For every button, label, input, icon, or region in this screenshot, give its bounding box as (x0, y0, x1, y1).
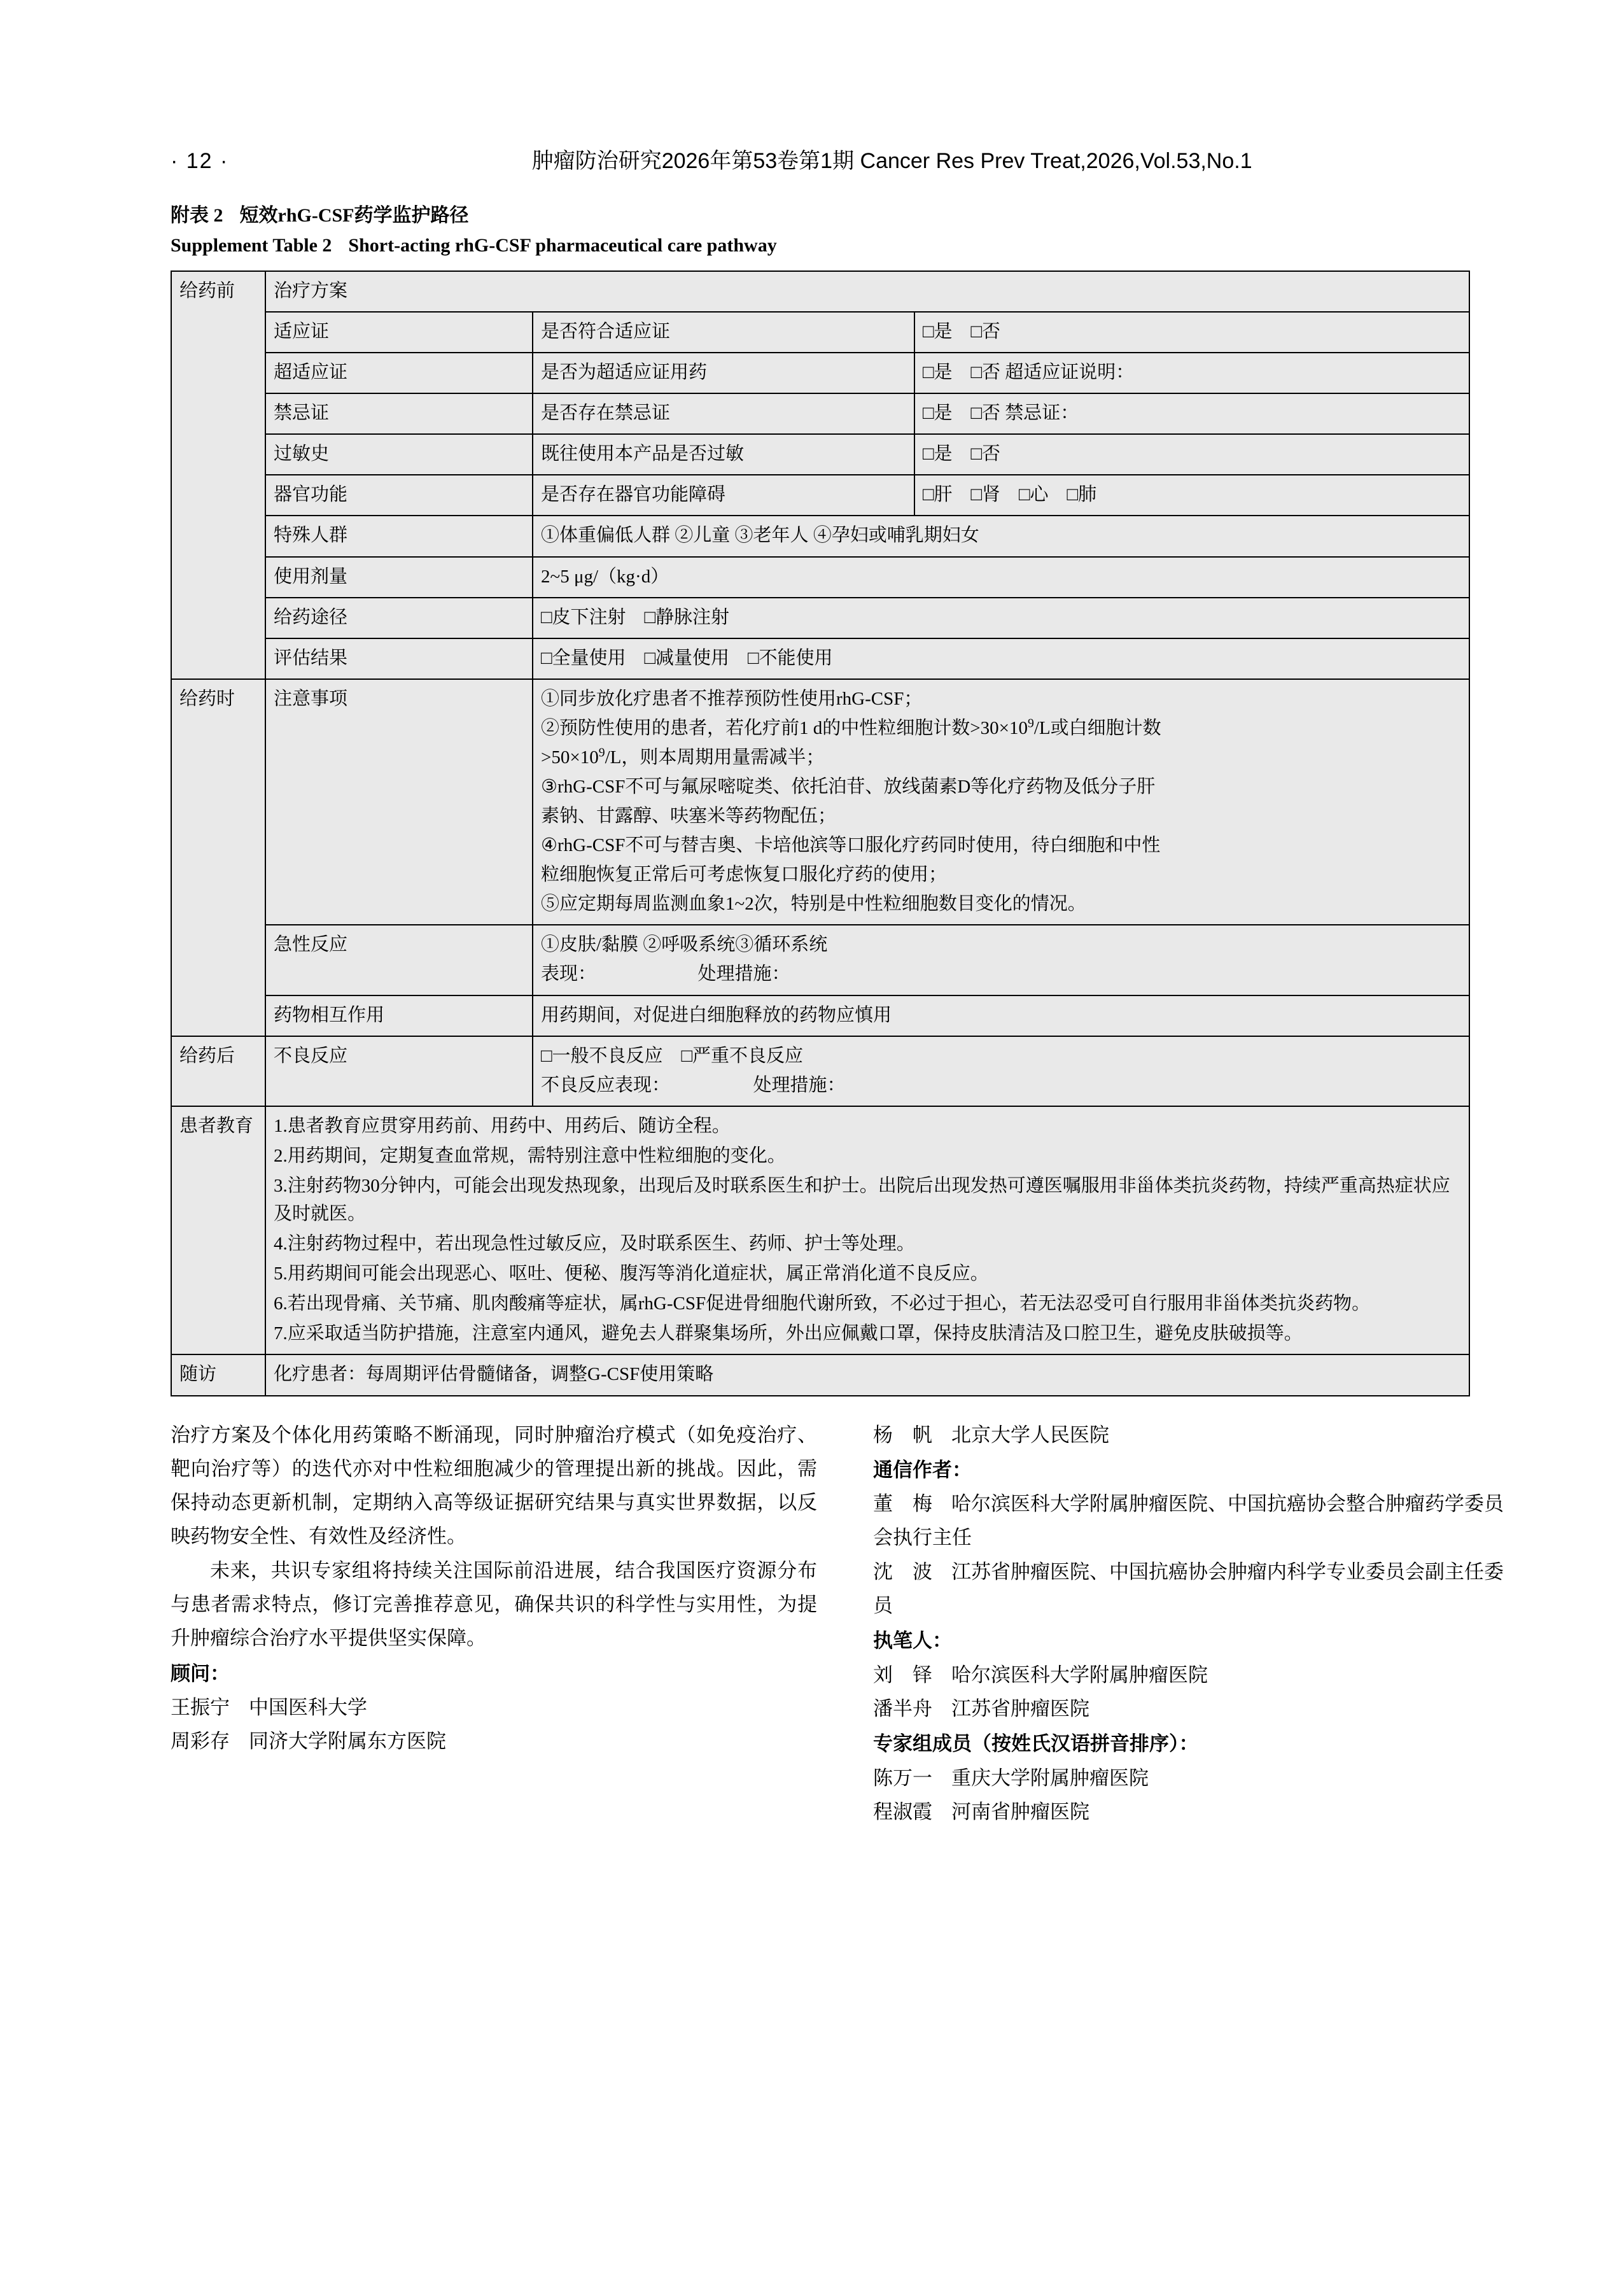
table-row (171, 1354, 1469, 1395)
caption-english (171, 231, 1624, 261)
adverse-reaction-fields[interactable]: 不良反应表现： 处理措施： (541, 1074, 846, 1095)
row-item-off-label: 超适应证 (265, 353, 533, 393)
person-name: 陈万一 (873, 1766, 932, 1789)
body-paragraph: 未来，共识专家组将持续关注国际前沿进展，结合我国医疗资源分布与患者需求特点，修订完善推荐意见，确保共识的科学性与实用性，为提升肿瘤综合治疗水平提供坚实保障。 (171, 1559, 817, 1650)
table-row (171, 679, 1469, 925)
corresponding-author-entry (873, 1487, 1520, 1555)
table-row (171, 557, 1469, 598)
right-column (873, 1418, 1520, 1829)
page-number: · 12 · (171, 149, 229, 173)
row-item-organ-function: 器官功能 (265, 475, 533, 516)
advisor-entry (171, 1691, 817, 1724)
person-name: 刘 铎 (873, 1663, 932, 1686)
row-options-contraindication[interactable]: □是 □否 禁忌证： (914, 393, 1469, 434)
advisor-entry (171, 1724, 817, 1758)
row-item-adverse-reaction: 不良反应 (265, 1036, 533, 1106)
table-row (171, 516, 1469, 556)
row-desc-allergy-history: 既往使用本产品是否过敏 (533, 434, 914, 475)
row-item-special-population: 特殊人群 (265, 516, 533, 556)
person-name: 周彩存 (171, 1730, 230, 1753)
row-item-contraindication: 禁忌证 (265, 393, 533, 434)
caption-en-label: Supplement Table 2 (171, 234, 332, 256)
row-desc-organ-function: 是否存在器官功能障碍 (533, 475, 914, 516)
row-options-organ-function[interactable]: □肝 □肾 □心 □肺 (914, 475, 1469, 516)
row-desc-drug-interaction: 用药期间，对促进白细胞释放的药物应慎用 (533, 995, 1469, 1036)
row-desc-off-label: 是否为超适应证用药 (533, 353, 914, 393)
table-row (171, 475, 1469, 516)
table-row (171, 1106, 1469, 1355)
table-row (171, 995, 1469, 1036)
person-name: 董 梅 (873, 1493, 932, 1515)
person-affiliation: 哈尔滨医科大学附属肿瘤医院 (951, 1663, 1208, 1686)
table-row (171, 271, 1469, 312)
education-item: 7.应采取适当防护措施，注意室内通风，避免去人群聚集场所，外出应佩戴口罩，保持皮肤清洁及口腔卫生，避免皮肤破损等。 (274, 1323, 1303, 1344)
writer-entry (873, 1692, 1520, 1726)
stage-cell-followup: 随访 (171, 1354, 265, 1395)
table-row (171, 312, 1469, 353)
row-item-indication: 适应证 (265, 312, 533, 353)
person-affiliation: 重庆大学附属肿瘤医院 (951, 1766, 1149, 1789)
table-row (171, 434, 1469, 475)
person-name: 程淑霞 (873, 1800, 932, 1823)
row-item-drug-interaction: 药物相互作用 (265, 995, 533, 1036)
person-name: 潘半舟 (873, 1698, 932, 1720)
left-column (171, 1418, 817, 1829)
corresponding-author-heading: 通信作者： (873, 1458, 972, 1481)
education-item: 5.用药期间可能会出现恶心、呕吐、便秘、腹泻等消化道症状，属正常消化道不良反应。 (274, 1263, 989, 1284)
caption-cn-label: 附表 2 (171, 205, 223, 226)
row-item-precautions: 注意事项 (265, 679, 533, 925)
precaution-line: ③rhG-CSF不可与氟尿嘧啶类、依托泊苷、放线菌素D等化疗药物及低分子肝 (541, 777, 1156, 798)
caption-en-title: Short-acting rhG-CSF pharmaceutical care pathway (348, 234, 777, 256)
expert-entry (873, 1795, 1520, 1829)
row-options-allergy-history[interactable]: □是 □否 (914, 434, 1469, 475)
row-options-off-label[interactable]: □是 □否 超适应证说明： (914, 353, 1469, 393)
expert-entry (873, 1761, 1520, 1795)
advisor-entry (873, 1418, 1520, 1452)
acute-reaction-line: 表现： 处理措施： (541, 964, 790, 985)
journal-citation-line: 肿瘤防治研究2026年第53卷第1期 Cancer Res Prev Treat,2026,Vol.53,No.1 (531, 149, 1252, 173)
table-row (171, 393, 1469, 434)
row-item-allergy-history: 过敏史 (265, 434, 533, 475)
education-item: 3.注射药物30分钟内，可能会出现发热现象，出现后及时联系医生和护士。出院后出现发热可遵医嘱服用非甾体类抗炎药物，持续严重高热症状应及时就医。 (274, 1175, 1450, 1225)
precaution-line: ④rhG-CSF不可与替吉奥、卡培他滨等口服化疗药同时使用，待白细胞和中性 (541, 835, 1161, 856)
row-desc-assessment-result[interactable]: □全量使用 □减量使用 □不能使用 (533, 638, 1469, 679)
person-name: 沈 波 (873, 1560, 932, 1583)
table-row (171, 638, 1469, 679)
row-desc-contraindication: 是否存在禁忌证 (533, 393, 914, 434)
stage-cell-before: 给药前 (171, 271, 265, 679)
patient-education-cell (265, 1106, 1469, 1355)
body-columns (171, 1418, 1543, 1829)
followup-text: 化疗患者：每周期评估骨髓储备，调整G-CSF使用策略 (265, 1354, 1469, 1395)
precaution-line: ②预防性使用的患者，若化疗前1 d的中性粒细胞计数$>30\times 10^9/L$或白细胞计数 (541, 716, 1161, 738)
row-desc-dose: 2~5 μg/（kg·d） (533, 557, 1469, 598)
row-desc-indication: 是否符合适应证 (533, 312, 914, 353)
body-paragraph: 治疗方案及个体化用药策略不断涌现，同时肿瘤治疗模式（如免疫治疗、靶向治疗等）的迭代亦对中性粒细胞减少的管理提出新的挑战。因此，需保持动态更新机制，定期纳入高等级证据研究结果与真实世界数据，以反映药物安全性、有效性及经济性。 (171, 1423, 817, 1548)
row-desc-adverse-reaction[interactable] (533, 1036, 1469, 1106)
precaution-line: 素钠、甘露醇、呋塞米等药物配伍； (541, 806, 837, 827)
corresponding-author-entry (873, 1555, 1520, 1623)
row-desc-special-population: ①体重偏低人群 ②儿童 ③老年人 ④孕妇或哺乳期妇女 (533, 516, 1469, 556)
table-row (171, 925, 1469, 995)
row-item-treatment-plan: 治疗方案 (265, 271, 1469, 312)
expert-group-heading: 专家组成员（按姓氏汉语拼音排序）： (873, 1733, 1199, 1755)
row-desc-route[interactable]: □皮下注射 □静脉注射 (533, 598, 1469, 638)
pharmaceutical-care-pathway-table (171, 271, 1470, 1396)
row-desc-precautions (533, 679, 1469, 925)
precaution-line: 粒细胞恢复正常后可考虑恢复口服化疗药的使用； (541, 864, 948, 885)
stage-cell-after: 给药后 (171, 1036, 265, 1106)
person-affiliation: 江苏省肿瘤医院 (951, 1698, 1089, 1720)
person-affiliation: 哈尔滨医科大学附属肿瘤医院、中国抗癌协会整合肿瘤药学委员会执行主任 (873, 1493, 1504, 1549)
education-item: 1.患者教育应贯穿用药前、用药中、用药后、随访全程。 (274, 1115, 731, 1136)
stage-cell-education: 患者教育 (171, 1106, 265, 1355)
precaution-line: $>50\times 10^9/L$，则本周期用量需减半； (541, 745, 825, 768)
table-row (171, 598, 1469, 638)
row-item-acute-reaction: 急性反应 (265, 925, 533, 995)
person-affiliation: 河南省肿瘤医院 (951, 1800, 1089, 1823)
table-row (171, 1036, 1469, 1106)
person-name: 杨 帆 (873, 1423, 932, 1446)
caption-cn-title: 短效rhG-CSF药学监护路径 (239, 205, 469, 226)
row-item-route: 给药途径 (265, 598, 533, 638)
advisor-heading: 顾问： (171, 1662, 230, 1685)
caption-chinese (171, 201, 1624, 231)
row-item-assessment-result: 评估结果 (265, 638, 533, 679)
person-affiliation: 北京大学人民医院 (951, 1423, 1109, 1446)
writer-heading: 执笔人： (873, 1629, 952, 1652)
running-head (171, 0, 1543, 174)
person-affiliation: 同济大学附属东方医院 (249, 1730, 446, 1753)
precaution-line: ①同步放化疗患者不推荐预防性使用rhG-CSF； (541, 688, 923, 709)
acute-reaction-line: ①皮肤/黏膜 ②呼吸系统③循环系统 (541, 934, 828, 955)
row-item-dose: 使用剂量 (265, 557, 533, 598)
education-item: 2.用药期间，定期复查血常规，需特别注意中性粒细胞的变化。 (274, 1145, 786, 1166)
person-name: 王振宁 (171, 1696, 230, 1719)
row-options-indication[interactable]: □是 □否 (914, 312, 1469, 353)
writer-entry (873, 1658, 1520, 1692)
adverse-reaction-options[interactable]: □一般不良反应 □严重不良反应 (541, 1045, 804, 1066)
education-item: 4.注射药物过程中，若出现急性过敏反应，及时联系医生、药师、护士等处理。 (274, 1234, 915, 1255)
table-caption (171, 201, 1624, 260)
stage-cell-during: 给药时 (171, 679, 265, 1036)
person-affiliation: 江苏省肿瘤医院、中国抗癌协会肿瘤内科学专业委员会副主任委员 (873, 1560, 1504, 1617)
person-affiliation: 中国医科大学 (249, 1696, 367, 1719)
table-row (171, 353, 1469, 393)
row-desc-acute-reaction (533, 925, 1469, 995)
education-item: 6.若出现骨痛、关节痛、肌肉酸痛等症状，属rhG-CSF促进骨细胞代谢所致，不必过于担心，若无法忍受可自行服用非甾体类抗炎药物。 (274, 1293, 1371, 1314)
precaution-line: ⑤应定期每周监测血象1~2次，特别是中性粒细胞数目变化的情况。 (541, 894, 1086, 915)
